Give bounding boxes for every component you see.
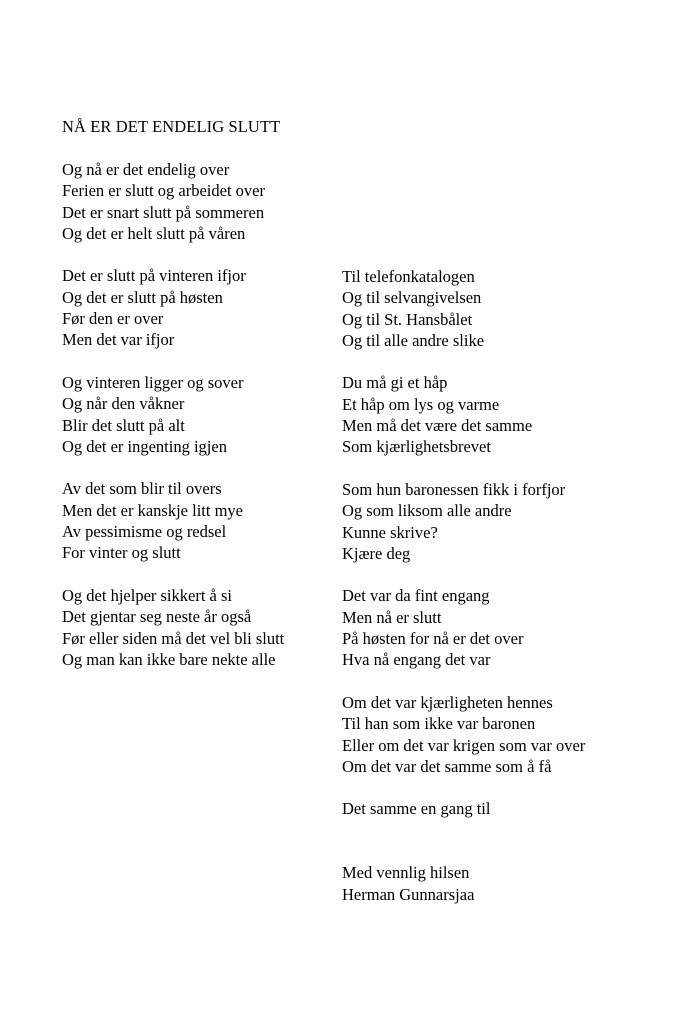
poem-line: På høsten for nå er det over bbox=[342, 629, 524, 649]
stanza bbox=[62, 159, 284, 244]
stanza bbox=[62, 585, 284, 670]
poem-line: Men det var ifjor bbox=[62, 330, 175, 350]
poem-line: Kjære deg bbox=[342, 543, 411, 563]
author-name: Herman Gunnarsjaa bbox=[342, 884, 475, 904]
poem-line: Til telefonkatalogen bbox=[342, 267, 475, 286]
signature-block bbox=[342, 862, 585, 905]
poem-line: For vinter og slutt bbox=[62, 543, 181, 563]
stanza bbox=[62, 265, 284, 350]
poem-line: Og man kan ikke bare nekte alle bbox=[62, 649, 276, 669]
poem-line: Det gjentar seg neste år også bbox=[62, 607, 252, 627]
stanza bbox=[62, 478, 284, 563]
poem-line: Og nå er det endelig over bbox=[62, 160, 230, 179]
poem-line: Et håp om lys og varme bbox=[342, 394, 500, 414]
poem-line: Kunne skrive? bbox=[342, 522, 438, 542]
closing-greeting: Med vennlig hilsen bbox=[342, 863, 470, 883]
poem-line: Om det var det samme som å få bbox=[342, 756, 552, 776]
poem-line: Som kjærlighetsbrevet bbox=[342, 437, 491, 457]
poem-line: Men må det være det samme bbox=[342, 416, 533, 436]
poem-line: Du må gi et håp bbox=[342, 373, 448, 393]
poem-line: Og det hjelper sikkert å si bbox=[62, 585, 232, 605]
poem-line: Av pessimisme og redsel bbox=[62, 522, 227, 542]
poem-line: Av det som blir til overs bbox=[62, 479, 222, 499]
poem-line: Blir det slutt på alt bbox=[62, 415, 185, 435]
poem-line: Og som liksom alle andre bbox=[342, 501, 512, 521]
poem-title: NÅ ER DET ENDELIG SLUTT bbox=[62, 117, 281, 136]
poem-line: Og det er ingenting igjen bbox=[62, 436, 227, 456]
stanza bbox=[342, 798, 585, 819]
poem-line: Før den er over bbox=[62, 309, 164, 329]
poem-line: Og til alle andre slike bbox=[342, 330, 485, 350]
poem-line: Og til selvangivelsen bbox=[342, 288, 482, 308]
poem-line: Og når den våkner bbox=[62, 394, 185, 414]
poem-line: Og vinteren ligger og sover bbox=[62, 372, 244, 392]
poem-line: Eller om det var krigen som var over bbox=[342, 735, 586, 755]
poem-line: Det er snart slutt på sommeren bbox=[62, 202, 265, 222]
stanza bbox=[342, 372, 585, 457]
poem-line: Det er slutt på vinteren ifjor bbox=[62, 266, 246, 286]
poem-line: Ferien er slutt og arbeidet over bbox=[62, 181, 265, 201]
stanza bbox=[342, 479, 585, 564]
left-column bbox=[62, 159, 284, 691]
poem-line: Og det er slutt på høsten bbox=[62, 287, 223, 307]
poem-line: Om det var kjærligheten hennes bbox=[342, 692, 553, 712]
stanza bbox=[342, 266, 585, 351]
poem-line: Og det er helt slutt på våren bbox=[62, 223, 246, 243]
poem-line: Før eller siden må det vel bli slutt bbox=[62, 628, 285, 648]
poem-line: Men nå er slutt bbox=[342, 607, 442, 627]
poem-line: Det samme en gang til bbox=[342, 799, 491, 819]
poem-line: Til han som ikke var baronen bbox=[342, 714, 536, 734]
poem-line: Og til St. Hansbålet bbox=[342, 309, 473, 329]
poem-line: Det var da fint engang bbox=[342, 586, 490, 606]
stanza bbox=[342, 585, 585, 670]
stanza bbox=[62, 372, 284, 457]
right-column bbox=[342, 266, 585, 926]
poem-line: Som hun baronessen fikk i forfjor bbox=[342, 479, 566, 499]
poem-line: Hva nå engang det var bbox=[342, 650, 491, 670]
stanza bbox=[342, 692, 585, 777]
poem-line: Men det er kanskje litt mye bbox=[62, 500, 243, 520]
